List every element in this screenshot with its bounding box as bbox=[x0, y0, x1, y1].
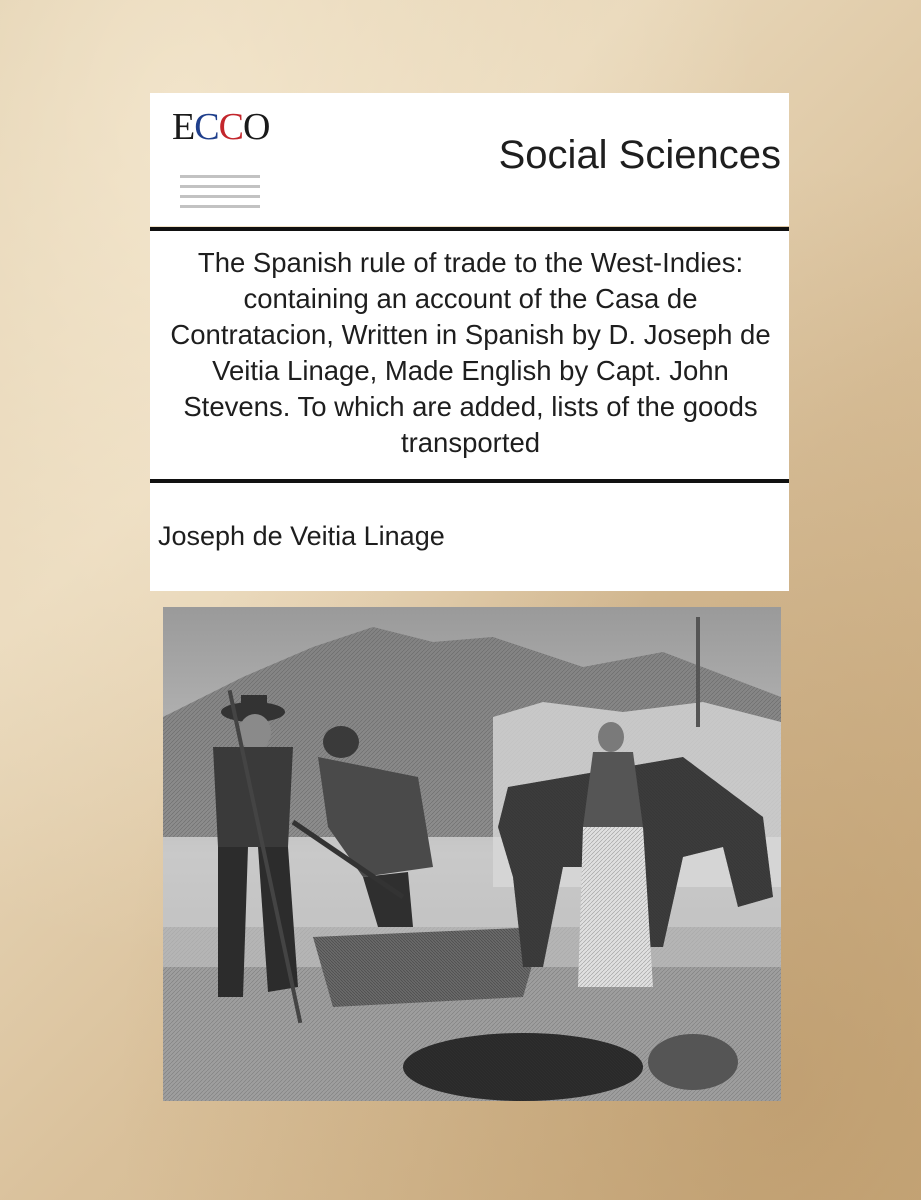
author-panel bbox=[150, 483, 789, 591]
book-title: The Spanish rule of trade to the West-Indies: containing an account of the Casa de Contratacion, Written in Spanish by D. Joseph de Veitia Linage, Made English by Capt. John Stevens. To which are added, lists of the goods transported bbox=[170, 247, 771, 458]
ecco-logo-mark: ECCO bbox=[172, 106, 270, 148]
cover-engraving-illustration bbox=[163, 607, 781, 1101]
book-author: Joseph de Veitia Linage bbox=[158, 521, 445, 551]
cover-header-panel bbox=[150, 93, 789, 226]
logo-fine-print bbox=[180, 175, 260, 215]
series-label: Social Sciences bbox=[498, 133, 781, 177]
church-spire bbox=[696, 617, 700, 727]
ecco-logo bbox=[172, 105, 270, 215]
title-panel bbox=[150, 231, 789, 479]
barrel bbox=[648, 1034, 738, 1090]
